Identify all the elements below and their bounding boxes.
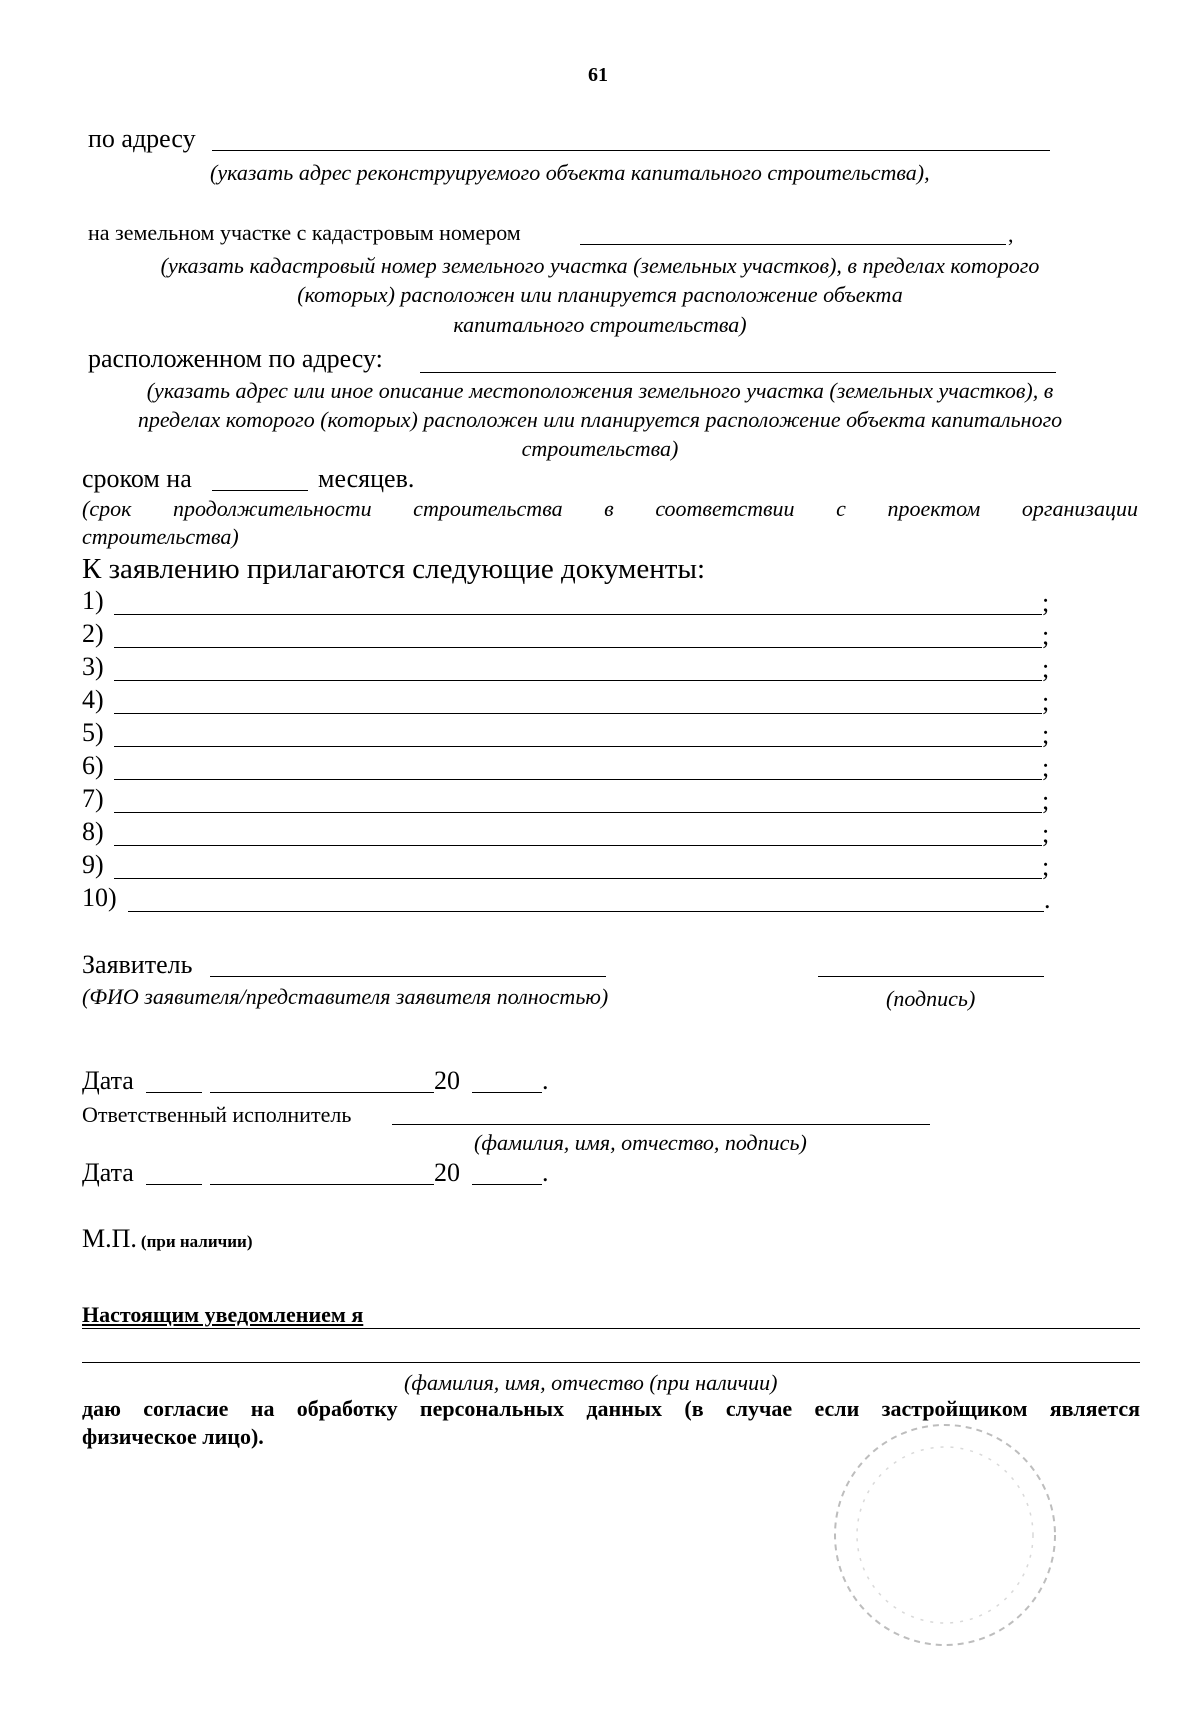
term-label: сроком на xyxy=(82,464,192,493)
attachment-field[interactable] xyxy=(114,779,1042,780)
consent-name-field-2[interactable] xyxy=(82,1362,1140,1363)
located-hint-1: (указать адрес или иное описание местоположения земельного участка (земельных участков), в xyxy=(146,378,1054,403)
cadastral-label: на земельном участке с кадастровым номером xyxy=(88,220,521,245)
applicant-name-field[interactable] xyxy=(210,976,606,977)
term-hint-1: (срок продолжительности строительства в соответствии с проектом организации xyxy=(82,496,1138,521)
attachment-field[interactable] xyxy=(128,911,1044,912)
date-label: Дата xyxy=(82,1158,134,1187)
attachment-end: . xyxy=(1044,885,1051,914)
applicant-name-hint: (ФИО заявителя/представителя заявителя полностью) xyxy=(82,984,609,1009)
date-day-field[interactable] xyxy=(146,1184,202,1185)
attachment-field[interactable] xyxy=(114,878,1042,879)
term-unit: месяцев. xyxy=(318,464,415,493)
attachment-end: ; xyxy=(1042,588,1050,617)
cadastral-hint-2: (которых) расположен или планируется расположение объекта xyxy=(297,282,903,307)
attachment-field[interactable] xyxy=(114,614,1042,615)
attachments-heading: К заявлению прилагаются следующие документы: xyxy=(82,553,706,585)
located-label: расположенном по адресу: xyxy=(88,344,383,373)
attachment-number: 3) xyxy=(82,652,104,681)
applicant-signature-field[interactable] xyxy=(818,976,1044,977)
located-hint-3: строительства) xyxy=(521,436,679,461)
attachment-number: 5) xyxy=(82,718,104,747)
attachment-field[interactable] xyxy=(114,845,1042,846)
date-end: . xyxy=(542,1066,549,1095)
date-year-prefix: 20 xyxy=(434,1158,460,1187)
attachment-end: ; xyxy=(1042,819,1050,848)
located-hint-2: пределах которого (которых) расположен или планируется расположение объекта капитального xyxy=(137,407,1063,432)
page-number: 61 xyxy=(588,64,608,86)
attachment-field[interactable] xyxy=(114,713,1042,714)
located-field[interactable] xyxy=(420,372,1056,373)
attachment-number: 4) xyxy=(82,685,104,714)
seal-place xyxy=(82,1224,252,1254)
consent-text-2: физическое лицо). xyxy=(82,1424,264,1449)
responsible-label: Ответственный исполнитель xyxy=(82,1102,352,1127)
attachment-end: ; xyxy=(1042,621,1050,650)
date-end: . xyxy=(542,1158,549,1187)
attachment-end: ; xyxy=(1042,753,1050,782)
cadastral-hint-3: капитального строительства) xyxy=(453,312,747,337)
attachment-end: ; xyxy=(1042,720,1050,749)
attachment-number: 7) xyxy=(82,784,104,813)
attachment-end: ; xyxy=(1042,786,1050,815)
consent-name-hint: (фамилия, имя, отчество (при наличии) xyxy=(404,1370,778,1395)
consent-lead: Настоящим уведомлением я xyxy=(82,1302,364,1327)
attachment-end: ; xyxy=(1042,687,1050,716)
date-month-field[interactable] xyxy=(210,1092,434,1093)
attachment-end: ; xyxy=(1042,654,1050,683)
faint-stamp-image xyxy=(830,1420,1060,1650)
seal-label: М.П. xyxy=(82,1224,137,1253)
responsible-field[interactable] xyxy=(392,1124,930,1125)
date-year-field[interactable] xyxy=(472,1184,542,1185)
attachment-end: ; xyxy=(1042,852,1050,881)
attachment-field[interactable] xyxy=(114,746,1042,747)
attachment-field[interactable] xyxy=(114,680,1042,681)
cadastral-hint-1: (указать кадастровый номер земельного участка (земельных участков), в пределах которого xyxy=(160,253,1040,278)
date-label: Дата xyxy=(82,1066,134,1095)
term-field[interactable] xyxy=(212,490,308,491)
address-field[interactable] xyxy=(212,150,1050,151)
consent-name-field[interactable] xyxy=(82,1328,1140,1329)
attachment-number: 10) xyxy=(82,883,117,912)
address-label: по адресу xyxy=(88,124,196,153)
date-month-field[interactable] xyxy=(210,1184,434,1185)
attachment-number: 8) xyxy=(82,817,104,846)
cadastral-field[interactable] xyxy=(580,244,1006,245)
responsible-hint: (фамилия, имя, отчество, подпись) xyxy=(474,1130,807,1155)
consent-text-1: даю согласие на обработку персональных данных (в случае если застройщиком является xyxy=(82,1396,1140,1421)
attachment-number: 2) xyxy=(82,619,104,648)
applicant-signature-hint: (подпись) xyxy=(886,986,976,1011)
date-year-field[interactable] xyxy=(472,1092,542,1093)
cadastral-comma: , xyxy=(1008,222,1014,247)
attachment-field[interactable] xyxy=(114,647,1042,648)
attachment-number: 6) xyxy=(82,751,104,780)
date-day-field[interactable] xyxy=(146,1092,202,1093)
date-year-prefix: 20 xyxy=(434,1066,460,1095)
applicant-label: Заявитель xyxy=(82,950,193,979)
attachment-number: 1) xyxy=(82,586,104,615)
term-hint-2: строительства) xyxy=(82,524,239,549)
seal-note: (при наличии) xyxy=(140,1232,253,1251)
attachment-number: 9) xyxy=(82,850,104,879)
address-hint: (указать адрес реконструируемого объекта капитального строительства), xyxy=(210,160,930,185)
attachment-field[interactable] xyxy=(114,812,1042,813)
